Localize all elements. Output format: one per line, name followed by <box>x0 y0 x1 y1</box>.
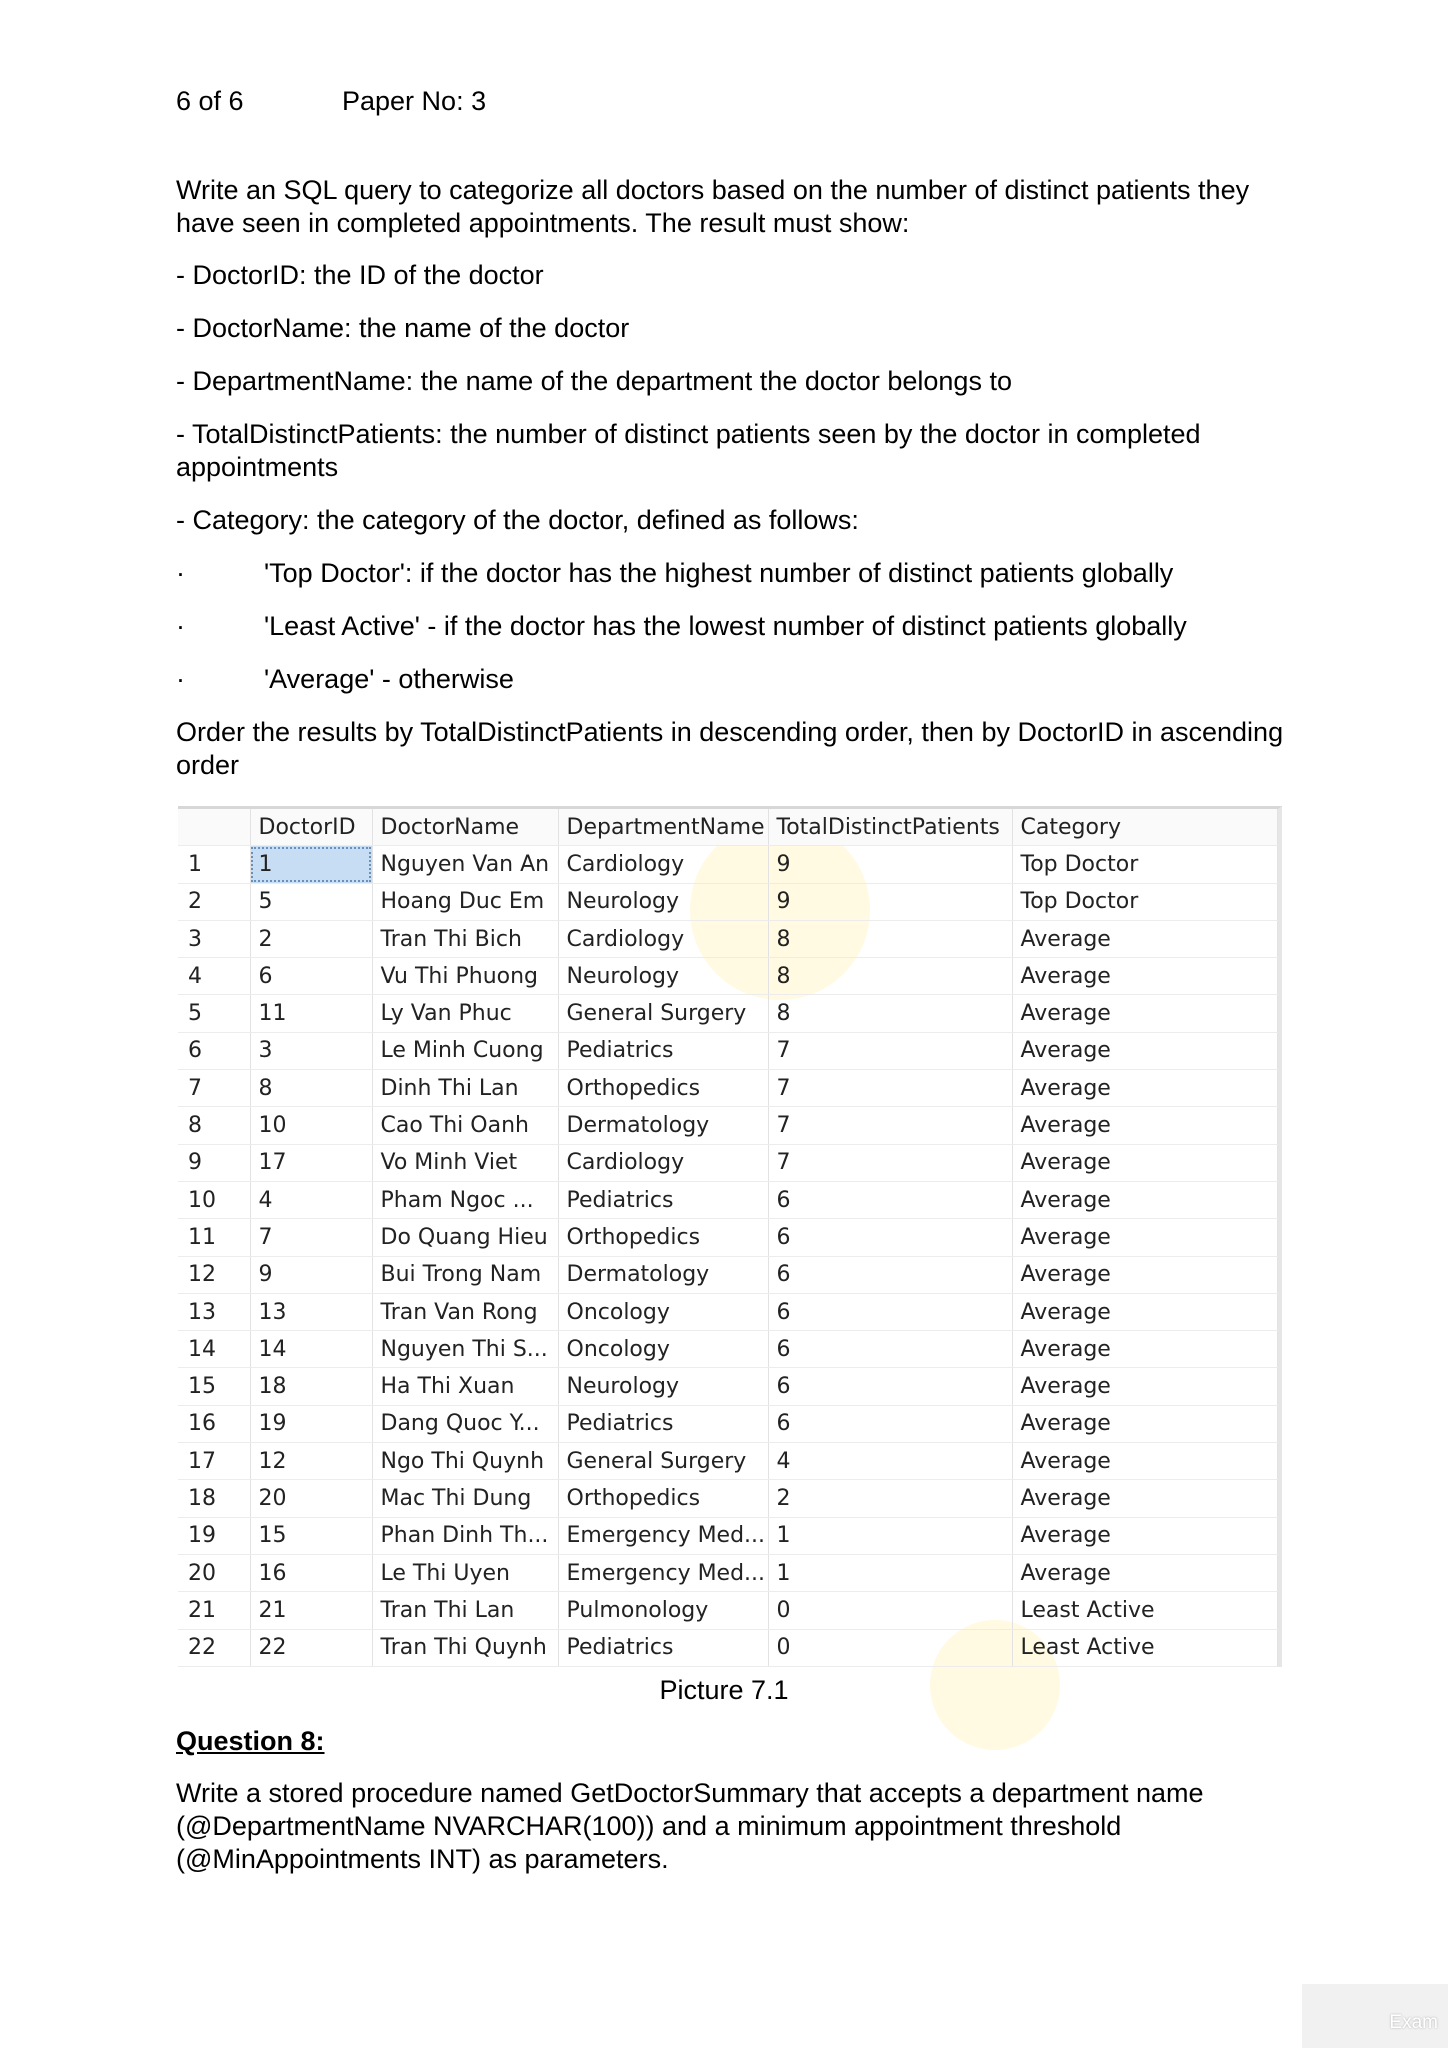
table-row[interactable] <box>178 1592 1278 1629</box>
doctorid-cell[interactable]: 12 <box>250 1443 372 1480</box>
totaldistinctpatients-cell[interactable]: 0 <box>768 1592 1012 1629</box>
doctorid-cell[interactable]: 19 <box>250 1405 372 1442</box>
doctorname-cell[interactable]: Tran Thi Quynh <box>372 1629 558 1666</box>
bullet-dot: · <box>176 558 185 588</box>
bullet-dot: · <box>176 664 185 694</box>
totaldistinctpatients-cell[interactable]: 9 <box>768 883 1012 920</box>
table-row[interactable] <box>178 1070 1278 1107</box>
departmentname-cell[interactable]: Emergency Med... <box>558 1517 768 1554</box>
category-cell[interactable]: Average <box>1012 958 1278 995</box>
doctorname-cell[interactable]: Vo Minh Viet <box>372 1144 558 1181</box>
category-cell[interactable]: Average <box>1012 1032 1278 1069</box>
totaldistinctpatients-cell[interactable]: 7 <box>768 1144 1012 1181</box>
doctorid-cell[interactable]: 20 <box>250 1480 372 1517</box>
category-cell[interactable]: Average <box>1012 1256 1278 1293</box>
departmentname-cell[interactable]: Pediatrics <box>558 1181 768 1218</box>
doctorid-cell[interactable]: 4 <box>250 1181 372 1218</box>
doctorname-cell[interactable]: Mac Thi Dung <box>372 1480 558 1517</box>
result-table <box>178 809 1278 1667</box>
totaldistinctpatients-cell[interactable]: 6 <box>768 1405 1012 1442</box>
departmentname-cell[interactable]: General Surgery <box>558 1443 768 1480</box>
category-top-doctor <box>176 557 1296 610</box>
totaldistinctpatients-cell[interactable]: 4 <box>768 1443 1012 1480</box>
doctorname-cell[interactable]: Cao Thi Oanh <box>372 1107 558 1144</box>
doctorid-cell[interactable]: 22 <box>250 1629 372 1666</box>
table-row[interactable] <box>178 1293 1278 1330</box>
doctorid-cell[interactable]: 16 <box>250 1554 372 1591</box>
departmentname-cell[interactable]: Dermatology <box>558 1256 768 1293</box>
departmentname-cell[interactable]: Emergency Med... <box>558 1554 768 1591</box>
totaldistinctpatients-cell[interactable]: 6 <box>768 1368 1012 1405</box>
totaldistinctpatients-cell[interactable]: 6 <box>768 1219 1012 1256</box>
watermark-text: Exam <box>1389 2012 1438 2033</box>
category-cell[interactable]: Average <box>1012 920 1278 957</box>
category-cell[interactable]: Least Active <box>1012 1592 1278 1629</box>
departmentname-cell[interactable]: Cardiology <box>558 846 768 883</box>
doctorid-cell[interactable]: 5 <box>250 883 372 920</box>
table-body <box>178 846 1278 1667</box>
totaldistinctpatients-cell[interactable]: 6 <box>768 1331 1012 1368</box>
departmentname-cell[interactable]: Orthopedics <box>558 1070 768 1107</box>
totaldistinctpatients-cell[interactable]: 8 <box>768 958 1012 995</box>
category-cell[interactable]: Average <box>1012 1181 1278 1218</box>
category-cell[interactable]: Average <box>1012 995 1278 1032</box>
doctorname-cell[interactable]: Le Minh Cuong <box>372 1032 558 1069</box>
category-cell[interactable]: Average <box>1012 1070 1278 1107</box>
row-number-cell[interactable]: 14 <box>178 1331 250 1368</box>
row-number-cell[interactable]: 2 <box>178 883 250 920</box>
category-cell[interactable]: Average <box>1012 1368 1278 1405</box>
doctorname-cell[interactable]: Nguyen Thi S... <box>372 1331 558 1368</box>
doctorname-cell[interactable]: Dang Quoc Y... <box>372 1405 558 1442</box>
row-number-cell[interactable]: 5 <box>178 995 250 1032</box>
departmentname-cell[interactable]: Pediatrics <box>558 1629 768 1666</box>
departmentname-cell[interactable]: Neurology <box>558 1368 768 1405</box>
doctorid-cell[interactable]: 18 <box>250 1368 372 1405</box>
doctorname-cell[interactable]: Ha Thi Xuan <box>372 1368 558 1405</box>
row-number-cell[interactable]: 19 <box>178 1517 250 1554</box>
table-row[interactable] <box>178 883 1278 920</box>
doctorid-cell[interactable]: 14 <box>250 1331 372 1368</box>
question8-heading: Question 8: <box>176 1726 325 1756</box>
totaldistinctpatients-cell[interactable]: 1 <box>768 1517 1012 1554</box>
doctorid-cell[interactable]: 8 <box>250 1070 372 1107</box>
doctorid-cell[interactable]: 2 <box>250 920 372 957</box>
doctorid-cell[interactable]: 7 <box>250 1219 372 1256</box>
table-row[interactable] <box>178 1368 1278 1405</box>
table-row[interactable] <box>178 1032 1278 1069</box>
field-departmentname: - DepartmentName: the name of the department the doctor belongs to <box>176 366 1012 396</box>
page-number: 6 of 6 <box>176 86 244 116</box>
table-row[interactable] <box>178 1405 1278 1442</box>
row-number-cell[interactable]: 18 <box>178 1480 250 1517</box>
question7-body <box>176 174 1296 782</box>
field-doctorname: - DoctorName: the name of the doctor <box>176 313 630 343</box>
doctorname-cell[interactable]: Vu Thi Phuong <box>372 958 558 995</box>
row-number-cell[interactable]: 3 <box>178 920 250 957</box>
doctorname-cell[interactable]: Phan Dinh Th... <box>372 1517 558 1554</box>
category-least-active <box>176 610 1296 663</box>
totaldistinctpatients-cell[interactable]: 7 <box>768 1107 1012 1144</box>
category-cell[interactable]: Average <box>1012 1107 1278 1144</box>
departmentname-cell[interactable]: Oncology <box>558 1331 768 1368</box>
doctorname-cell[interactable]: Le Thi Uyen <box>372 1554 558 1591</box>
doctorid-cell[interactable]: 9 <box>250 1256 372 1293</box>
row-number-cell[interactable]: 17 <box>178 1443 250 1480</box>
departmentname-cell[interactable]: Pediatrics <box>558 1405 768 1442</box>
order-instruction: Order the results by TotalDistinctPatients in descending order, then by DoctorID in ascending order <box>176 717 1284 780</box>
table-row[interactable] <box>178 920 1278 957</box>
totaldistinctpatients-cell[interactable]: 6 <box>768 1181 1012 1218</box>
table-row[interactable] <box>178 1256 1278 1293</box>
doctorid-cell[interactable]: 11 <box>250 995 372 1032</box>
table-row[interactable] <box>178 995 1278 1032</box>
table-header-row <box>178 809 1278 846</box>
category-average <box>176 663 1296 716</box>
column-header-totaldistinctpatients[interactable]: TotalDistinctPatients <box>768 809 1012 846</box>
doctorname-cell[interactable]: Dinh Thi Lan <box>372 1070 558 1107</box>
totaldistinctpatients-cell[interactable]: 8 <box>768 920 1012 957</box>
doctorid-cell[interactable]: 6 <box>250 958 372 995</box>
departmentname-cell[interactable]: Pediatrics <box>558 1032 768 1069</box>
departmentname-cell[interactable]: Orthopedics <box>558 1480 768 1517</box>
table-row[interactable] <box>178 1144 1278 1181</box>
category-cell[interactable]: Average <box>1012 1554 1278 1591</box>
totaldistinctpatients-cell[interactable]: 6 <box>768 1293 1012 1330</box>
totaldistinctpatients-cell[interactable]: 6 <box>768 1256 1012 1293</box>
row-number-cell[interactable]: 8 <box>178 1107 250 1144</box>
column-header-rownum[interactable] <box>178 809 250 846</box>
departmentname-cell[interactable]: Cardiology <box>558 1144 768 1181</box>
category-cell[interactable]: Average <box>1012 1443 1278 1480</box>
field-doctorid: - DoctorID: the ID of the doctor <box>176 260 544 290</box>
table-row[interactable] <box>178 1443 1278 1480</box>
category-cell[interactable]: Least Active <box>1012 1629 1278 1666</box>
departmentname-cell[interactable]: Neurology <box>558 883 768 920</box>
doctorname-cell[interactable]: Tran Thi Bich <box>372 920 558 957</box>
column-header-doctorname[interactable]: DoctorName <box>372 809 558 846</box>
category-cell[interactable]: Average <box>1012 1293 1278 1330</box>
category-cell[interactable]: Average <box>1012 1219 1278 1256</box>
doctorid-cell[interactable]: 17 <box>250 1144 372 1181</box>
row-number-cell[interactable]: 4 <box>178 958 250 995</box>
picture-caption: Picture 7.1 <box>659 1675 789 1705</box>
departmentname-cell[interactable]: Oncology <box>558 1293 768 1330</box>
category-text: 'Top Doctor': if the doctor has the highest number of distinct patients globally <box>264 558 1174 588</box>
table-row[interactable] <box>178 1331 1278 1368</box>
table-row[interactable] <box>178 1517 1278 1554</box>
category-cell[interactable]: Average <box>1012 1405 1278 1442</box>
departmentname-cell[interactable]: Pulmonology <box>558 1592 768 1629</box>
table-row[interactable] <box>178 1107 1278 1144</box>
row-number-cell[interactable]: 12 <box>178 1256 250 1293</box>
totaldistinctpatients-cell[interactable]: 1 <box>768 1554 1012 1591</box>
totaldistinctpatients-cell[interactable]: 7 <box>768 1070 1012 1107</box>
doctorname-cell[interactable]: Hoang Duc Em <box>372 883 558 920</box>
row-number-cell[interactable]: 11 <box>178 1219 250 1256</box>
result-grid <box>178 806 1282 1667</box>
row-number-cell[interactable]: 20 <box>178 1554 250 1591</box>
doctorid-cell[interactable]: 15 <box>250 1517 372 1554</box>
category-cell[interactable]: Average <box>1012 1144 1278 1181</box>
table-row[interactable] <box>178 1181 1278 1218</box>
totaldistinctpatients-cell[interactable]: 7 <box>768 1032 1012 1069</box>
doctorname-cell[interactable]: Bui Trong Nam <box>372 1256 558 1293</box>
doctorname-cell[interactable]: Nguyen Van An <box>372 846 558 883</box>
table-row[interactable] <box>178 1480 1278 1517</box>
field-totaldistinctpatients: - TotalDistinctPatients: the number of distinct patients seen by the doctor in completed appointments <box>176 419 1201 482</box>
row-number-cell[interactable]: 13 <box>178 1293 250 1330</box>
totaldistinctpatients-cell[interactable]: 2 <box>768 1480 1012 1517</box>
exam-watermark <box>1302 1984 1448 2048</box>
column-header-category[interactable]: Category <box>1012 809 1278 846</box>
totaldistinctpatients-cell[interactable]: 8 <box>768 995 1012 1032</box>
doctorname-cell[interactable]: Tran Thi Lan <box>372 1592 558 1629</box>
departmentname-cell[interactable]: Neurology <box>558 958 768 995</box>
table-row[interactable] <box>178 846 1278 883</box>
departmentname-cell[interactable]: Orthopedics <box>558 1219 768 1256</box>
category-cell[interactable]: Average <box>1012 1480 1278 1517</box>
departmentname-cell[interactable]: Dermatology <box>558 1107 768 1144</box>
doctorid-cell[interactable]: 3 <box>250 1032 372 1069</box>
row-number-cell[interactable]: 21 <box>178 1592 250 1629</box>
doctorname-cell[interactable]: Ngo Thi Quynh <box>372 1443 558 1480</box>
doctorid-cell[interactable]: 21 <box>250 1592 372 1629</box>
row-number-cell[interactable]: 1 <box>178 846 250 883</box>
doctorname-cell[interactable]: Pham Ngoc ... <box>372 1181 558 1218</box>
table-row[interactable] <box>178 958 1278 995</box>
category-cell[interactable]: Average <box>1012 1517 1278 1554</box>
table-row[interactable] <box>178 1219 1278 1256</box>
page-header <box>176 86 487 117</box>
column-header-doctorid[interactable]: DoctorID <box>250 809 372 846</box>
doctorname-cell[interactable]: Ly Van Phuc <box>372 995 558 1032</box>
paper-number: Paper No: 3 <box>342 86 487 116</box>
row-number-cell[interactable]: 6 <box>178 1032 250 1069</box>
category-cell[interactable]: Top Doctor <box>1012 846 1278 883</box>
row-number-cell[interactable]: 16 <box>178 1405 250 1442</box>
table-row[interactable] <box>178 1554 1278 1591</box>
row-number-cell[interactable]: 15 <box>178 1368 250 1405</box>
doctorid-cell[interactable]: 1 <box>250 846 372 883</box>
category-text: 'Average' - otherwise <box>264 664 514 694</box>
row-number-cell[interactable]: 7 <box>178 1070 250 1107</box>
question7-intro: Write an SQL query to categorize all doctors based on the number of distinct patients they have seen in completed appointments. The result must show: <box>176 175 1250 238</box>
totaldistinctpatients-cell[interactable]: 9 <box>768 846 1012 883</box>
field-category: - Category: the category of the doctor, defined as follows: <box>176 505 859 535</box>
table-row[interactable] <box>178 1629 1278 1666</box>
doctorname-cell[interactable]: Do Quang Hieu <box>372 1219 558 1256</box>
question8-text: Write a stored procedure named GetDoctorSummary that accepts a department name (@DepartmentName NVARCHAR(100)) and a minimum appointment threshold (@MinAppointments INT) as parameters. <box>176 1778 1204 1874</box>
row-number-cell[interactable]: 22 <box>178 1629 250 1666</box>
category-cell[interactable]: Top Doctor <box>1012 883 1278 920</box>
departmentname-cell[interactable]: General Surgery <box>558 995 768 1032</box>
doctorname-cell[interactable]: Tran Van Rong <box>372 1293 558 1330</box>
column-header-departmentname[interactable]: DepartmentName <box>558 809 768 846</box>
row-number-cell[interactable]: 9 <box>178 1144 250 1181</box>
category-text: 'Least Active' - if the doctor has the lowest number of distinct patients globally <box>264 611 1187 641</box>
doctorid-cell[interactable]: 10 <box>250 1107 372 1144</box>
category-cell[interactable]: Average <box>1012 1331 1278 1368</box>
bullet-dot: · <box>176 611 185 641</box>
totaldistinctpatients-cell[interactable]: 0 <box>768 1629 1012 1666</box>
departmentname-cell[interactable]: Cardiology <box>558 920 768 957</box>
doctorid-cell[interactable]: 13 <box>250 1293 372 1330</box>
row-number-cell[interactable]: 10 <box>178 1181 250 1218</box>
